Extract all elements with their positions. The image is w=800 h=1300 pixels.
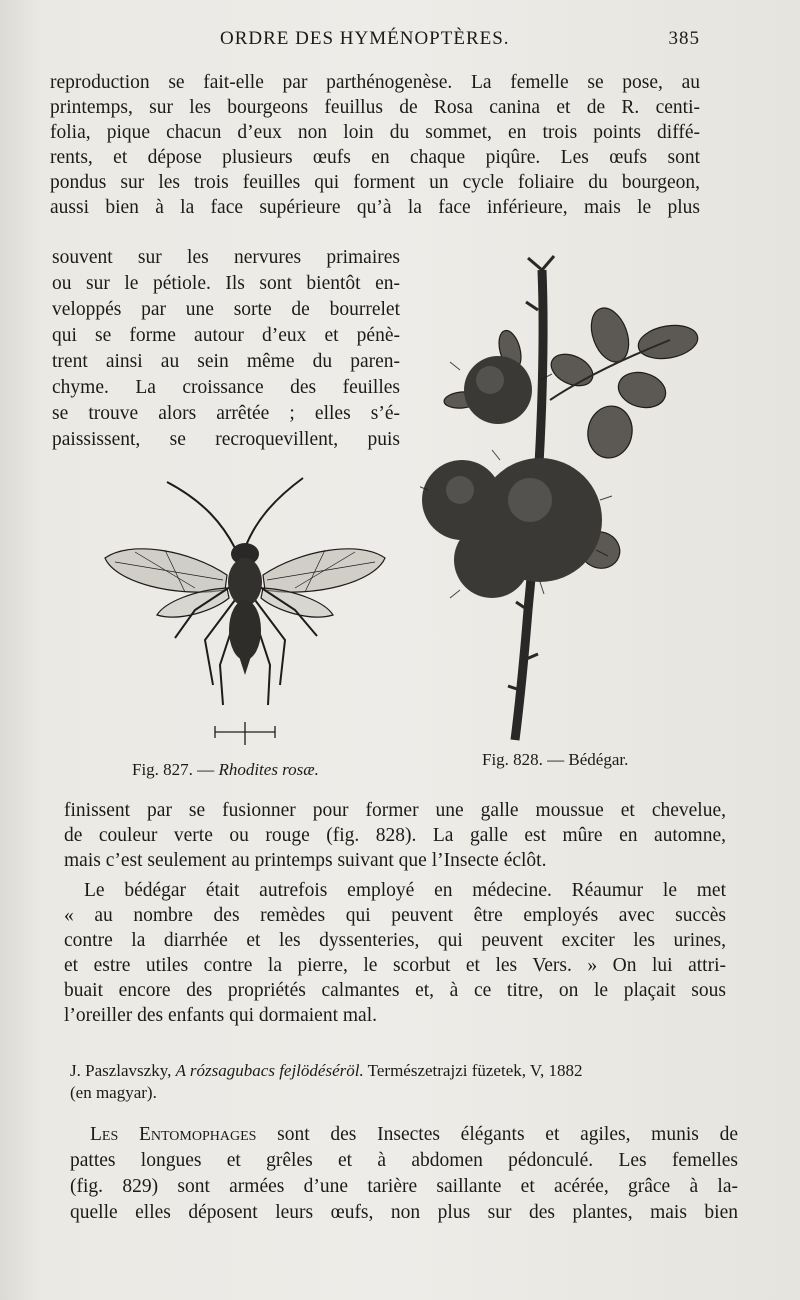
text-line: pondus sur les trois feuilles qui forment un cycle foliaire du bourgeon, [50,172,700,193]
figure-827-caption [132,760,319,780]
reference-line [70,1060,730,1082]
text-line: folia, pique chacun d’eux non loin du sommet, en trois points diffé- [50,122,700,143]
text-line: contre la diarrhée et les dyssenteries, qui peuvent exciter les urines, [64,930,726,951]
body-paragraph [64,798,726,873]
figure-828-caption: Fig. 828. — Bédégar. [482,750,629,769]
entomophages-paragraph [70,1122,738,1226]
text-line: aussi bien à la face supérieure qu’à la face inférieure, mais le plus [50,197,700,218]
text-line: « au nombre des remèdes qui peuvent être employés avec succès [64,905,726,926]
text-line: rents, et dépose plusieurs œufs en chaque piqûre. Les œufs sont [50,147,700,168]
running-header [220,28,700,58]
text-line: Le bédégar était autrefois employé en médecine. Réaumur le met [84,880,726,901]
figure-827-wasp-illustration [95,470,395,750]
text-segment: sont des Insectes élégants et agiles, munis de [256,1124,738,1145]
term-entomophages: Les Entomophages [90,1124,257,1145]
narrow-paragraph [52,245,400,453]
text-line: ou sur le pétiole. Ils sont bientôt en- [52,273,400,294]
text-line: quelle elles déposent leurs œufs, non plus sur des plantes, mais bien [70,1202,738,1223]
text-line: l’oreiller des enfants qui dormaient mal. [64,1005,377,1026]
figure-828-gall-illustration [420,250,720,750]
text-line: qui se forme autour d’eux et pénè- [52,325,400,346]
reference-title: A rózsagubacs fejlödéséröl. [175,1061,364,1080]
text-line: reproduction se fait-elle par parthénogenèse. La femelle se pose, au [50,72,700,93]
text-line: veloppés par une sorte de bourrelet [52,299,400,320]
reference-line-2: (en magyar). [70,1083,157,1102]
bibliographic-reference [70,1060,730,1104]
text-line: trent ainsi au sein même du paren- [52,351,400,372]
text-line: souvent sur les nervures primaires [52,247,400,268]
text-line: buait encore des propriétés calmantes et, à ce titre, on le plaçait sous [64,980,726,1001]
text-line [70,1122,738,1148]
reference-author: J. Paszlavszky, [70,1061,172,1080]
text-line: et estre utiles contre la pierre, le scorbut et les Vers. » On lui attri- [64,955,726,976]
text-line: paississent, se recroquevillent, puis [52,429,400,450]
page-number: 385 [668,28,700,49]
reference-source: Természetrajzi füzetek, V, 1882 [367,1061,583,1080]
text-line: mais c’est seulement au printemps suivant que l’Insecte éclôt. [64,850,547,871]
text-line: (fig. 829) sont armées d’une tarière saillante et acérée, grâce à la- [70,1176,738,1197]
text-line: printemps, sur les bourgeons feuillus de Rosa canina et de R. centi- [50,97,700,118]
text-line: finissent par se fusionner pour former une galle moussue et chevelue, [64,800,726,821]
text-line: se trouve alors arrêtée ; elles s’é- [52,403,400,424]
intro-paragraph [50,70,700,220]
text-line: pattes longues et grêles et à abdomen pédonculé. Les femelles [70,1150,738,1171]
running-title: ORDRE DES HYMÉNOPTÈRES. [220,28,510,49]
medicine-paragraph [64,878,726,1028]
text-line: de couleur verte ou rouge (fig. 828). La galle est mûre en automne, [64,825,726,846]
text-line: chyme. La croissance des feuilles [52,377,400,398]
figure-827-name: Rhodites rosæ. [218,760,319,779]
figure-827-number: Fig. 827. — [132,760,215,779]
